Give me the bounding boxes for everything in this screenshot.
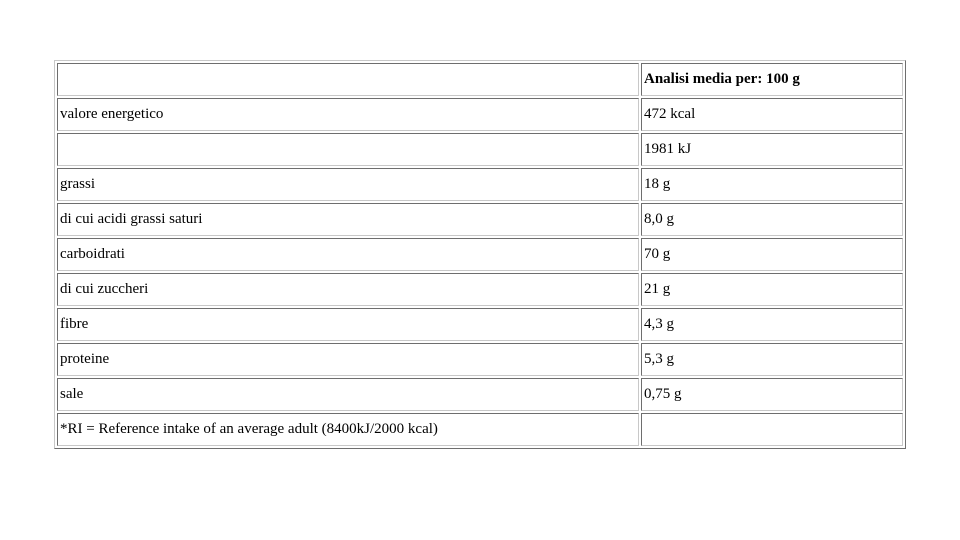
table-row <box>57 133 903 166</box>
nutrition-table <box>54 60 906 449</box>
table-row <box>57 308 903 341</box>
nutrient-value: 70 g <box>641 238 903 271</box>
nutrient-label: di cui acidi grassi saturi <box>57 203 639 236</box>
table-row <box>57 343 903 376</box>
table-row <box>57 238 903 271</box>
nutrient-label: fibre <box>57 308 639 341</box>
table-row <box>57 203 903 236</box>
nutrient-value: 18 g <box>641 168 903 201</box>
header-label-cell <box>57 63 639 96</box>
nutrient-label: sale <box>57 378 639 411</box>
table-row <box>57 273 903 306</box>
footnote-label: *RI = Reference intake of an average adult (8400kJ/2000 kcal) <box>57 413 639 446</box>
nutrient-label: carboidrati <box>57 238 639 271</box>
table-row <box>57 98 903 131</box>
table-row <box>57 378 903 411</box>
nutrient-value: 4,3 g <box>641 308 903 341</box>
nutrient-label <box>57 133 639 166</box>
nutrient-label: proteine <box>57 343 639 376</box>
footnote-value <box>641 413 903 446</box>
nutrient-value: 8,0 g <box>641 203 903 236</box>
nutrient-value: 0,75 g <box>641 378 903 411</box>
nutrient-value: 1981 kJ <box>641 133 903 166</box>
table-header-row <box>57 63 903 96</box>
nutrient-label: di cui zuccheri <box>57 273 639 306</box>
nutrient-label: grassi <box>57 168 639 201</box>
nutrient-label: valore energetico <box>57 98 639 131</box>
table-row-footnote <box>57 413 903 446</box>
nutrient-value: 472 kcal <box>641 98 903 131</box>
table-row <box>57 168 903 201</box>
header-value-cell: Analisi media per: 100 g <box>641 63 903 96</box>
nutrient-value: 21 g <box>641 273 903 306</box>
nutrient-value: 5,3 g <box>641 343 903 376</box>
